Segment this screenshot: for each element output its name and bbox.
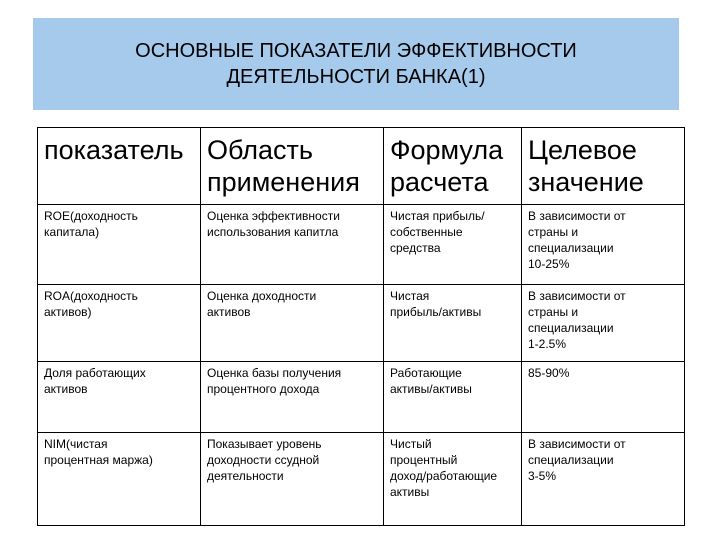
header-formula (384, 128, 522, 205)
cell-target-value (522, 433, 685, 526)
cell-text-line: NIM(чистая (44, 437, 108, 451)
cell-text-line: процентного дохода (207, 382, 320, 396)
cell-text-line: Оценка эффективности (207, 209, 340, 223)
table-row (38, 285, 685, 362)
cell-indicator (38, 433, 201, 526)
cell-text-line: Формула (390, 135, 504, 165)
cell-text-line: Область (207, 135, 313, 165)
cell-target-value (522, 362, 685, 433)
cell-text-line: значение (528, 167, 644, 197)
cell-text-line: активы (390, 485, 430, 499)
cell-text-line: расчета (390, 167, 489, 197)
cell-text-line: Оценка базы получения (207, 366, 342, 380)
cell-formula (384, 285, 522, 362)
table-row (38, 362, 685, 433)
cell-text-line: собственные (390, 225, 463, 239)
cell-text-line: показатель (44, 135, 184, 165)
cell-text-line: 85-90% (528, 366, 570, 380)
header-application-area (201, 128, 384, 205)
cell-indicator (38, 362, 201, 433)
cell-text-line: активов (44, 382, 88, 396)
cell-text-line: 3-5% (528, 469, 557, 483)
cell-text-line: Чистая прибыль/ (390, 209, 485, 223)
cell-text-line: деятельности (207, 469, 284, 483)
cell-text-line: специализации (528, 453, 614, 467)
cell-text-line: 10-25% (528, 257, 570, 271)
cell-text-line: ROE(доходность (44, 209, 138, 223)
cell-text-line: Показывает уровень (207, 437, 322, 451)
title-line-1: ОСНОВНЫЕ ПОКАЗАТЕЛИ ЭФФЕКТИВНОСТИ (135, 40, 577, 62)
cell-text-line: страны и (528, 305, 579, 319)
cell-text-line: активов (207, 305, 251, 319)
cell-text-line: Оценка доходности (207, 289, 317, 303)
cell-text-line: В зависимости от (528, 209, 626, 223)
cell-text-line: использования капитла (207, 225, 339, 239)
cell-text-line: активы/активы (390, 382, 472, 396)
cell-application-area (201, 362, 384, 433)
cell-indicator (38, 205, 201, 285)
title-line-2: ДЕЯТЕЛЬНОСТИ БАНКА(1) (226, 66, 486, 88)
cell-indicator (38, 285, 201, 362)
cell-text-line: Чистая (390, 289, 430, 303)
cell-formula (384, 433, 522, 526)
cell-text-line: Работающие (390, 366, 462, 380)
cell-target-value (522, 285, 685, 362)
header-target-value (522, 128, 685, 205)
cell-text-line: применения (207, 167, 360, 197)
cell-text-line: доходности ссудной (207, 453, 320, 467)
slide-title (33, 18, 679, 110)
cell-formula (384, 205, 522, 285)
cell-text-line: капитала) (44, 225, 100, 239)
cell-text-line: Целевое (528, 135, 637, 165)
cell-text-line: специализации (528, 321, 614, 335)
cell-text-line: активов) (44, 305, 92, 319)
indicators-table (37, 127, 685, 526)
cell-text-line: средства (390, 241, 441, 255)
cell-application-area (201, 205, 384, 285)
cell-text-line: В зависимости от (528, 289, 626, 303)
cell-text-line: страны и (528, 225, 579, 239)
cell-formula (384, 362, 522, 433)
cell-text-line: специализации (528, 241, 614, 255)
header-indicator (38, 128, 201, 205)
cell-target-value (522, 205, 685, 285)
table-row (38, 205, 685, 285)
table-header-row (38, 128, 685, 205)
cell-text-line: процентный (390, 453, 458, 467)
cell-text-line: Чистый (390, 437, 432, 451)
cell-text-line: Доля работающих (44, 366, 146, 380)
cell-text-line: В зависимости от (528, 437, 626, 451)
cell-application-area (201, 285, 384, 362)
cell-text-line: 1-2.5% (528, 337, 567, 351)
cell-text-line: процентная маржа) (44, 453, 153, 467)
table-row (38, 433, 685, 526)
cell-text-line: ROA(доходность (44, 289, 138, 303)
cell-text-line: прибыль/активы (390, 305, 482, 319)
cell-application-area (201, 433, 384, 526)
cell-text-line: доход/работающие (390, 469, 498, 483)
